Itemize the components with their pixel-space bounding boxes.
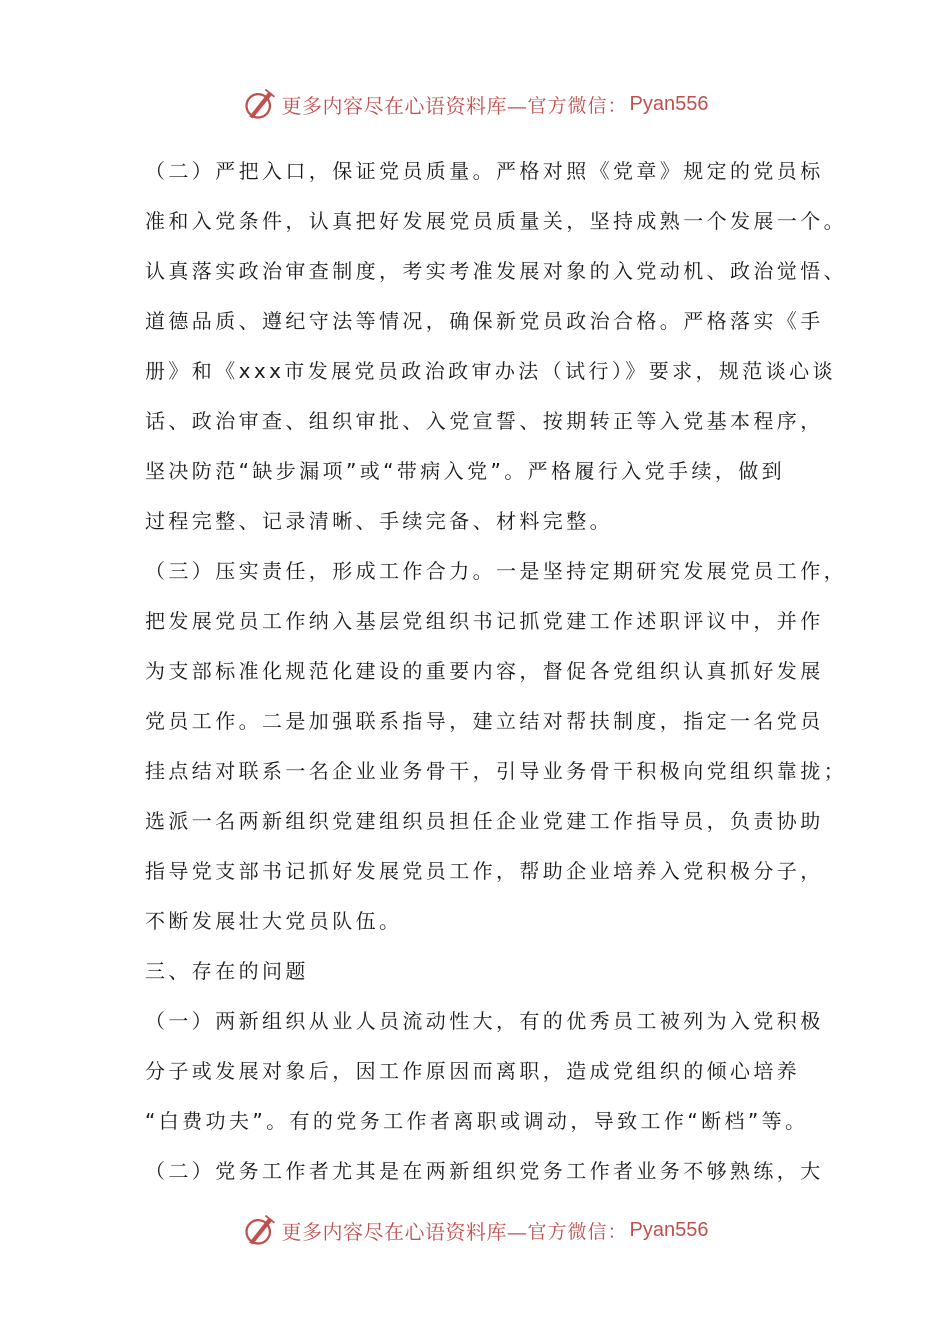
text-line: 道德品质、遵纪守法等情况，确保新党员政治合格。严格落实《手	[145, 309, 824, 333]
text-line: 不断发展壮大党员队伍。	[145, 909, 403, 933]
text-line: 话、政治审查、组织审批、入党宣誓、按期转正等入党基本程序，	[145, 409, 824, 433]
document-body	[145, 146, 847, 1196]
text-line: （二）党务工作者尤其是在两新组织党务工作者业务不够熟练，大	[145, 1159, 824, 1183]
text-line: 挂点结对联系一名企业业务骨干，引导业务骨干积极向党组织靠拢；	[145, 759, 847, 783]
footer-contact-label: 官方微信：	[527, 1220, 628, 1243]
header-slogan: 更多内容尽在心语资料库—	[281, 93, 528, 118]
text-line: 准和入党条件，认真把好发展党员质量关，坚持成熟一个发展一个。	[145, 209, 847, 233]
text-line: 册》和《xxx市发展党员政治政审办法（试行）》要求，规范谈心谈	[145, 359, 836, 383]
text-line: 把发展党员工作纳入基层党组织书记抓党建工作述职评议中，并作	[145, 609, 824, 633]
header-contact-label: 官方微信：	[527, 94, 628, 117]
footer-banner	[0, 1206, 950, 1254]
text-line: “白费功夫”。有的党务工作者离职或调动，导致工作“断档”等。	[145, 1109, 809, 1133]
quill-logo-icon	[242, 86, 278, 122]
text-line: （二）严把入口，保证党员质量。严格对照《党章》规定的党员标	[145, 159, 824, 183]
text-line: 过程完整、记录清晰、手续完备、材料完整。	[145, 509, 613, 533]
footer-wechat-id: Pyan556	[629, 1218, 709, 1241]
section-heading: 三、存在的问题	[145, 959, 309, 983]
text-line: 指导党支部书记抓好发展党员工作，帮助企业培养入党积极分子，	[145, 859, 824, 883]
header-wechat-id: Pyan556	[629, 92, 709, 115]
text-line: 认真落实政治审查制度，考实考准发展对象的入党动机、政治觉悟、	[145, 259, 847, 283]
text-line: （三）压实责任，形成工作合力。一是坚持定期研究发展党员工作，	[145, 559, 847, 583]
quill-logo-icon	[242, 1212, 278, 1248]
text-line: （一）两新组织从业人员流动性大，有的优秀员工被列为入党积极	[145, 1009, 824, 1033]
text-line: 选派一名两新组织党建组织员担任企业党建工作指导员，负责协助	[145, 809, 824, 833]
header-banner	[0, 80, 950, 128]
text-line: 分子或发展对象后，因工作原因而离职，造成党组织的倾心培养	[145, 1059, 801, 1083]
text-line: 为支部标准化规范化建设的重要内容，督促各党组织认真抓好发展	[145, 659, 824, 683]
footer-slogan: 更多内容尽在心语资料库—	[281, 1219, 528, 1244]
text-line: 坚决防范“缺步漏项”或“带病入党”。严格履行入党手续，做到	[145, 459, 786, 483]
text-line: 党员工作。二是加强联系指导，建立结对帮扶制度，指定一名党员	[145, 709, 824, 733]
